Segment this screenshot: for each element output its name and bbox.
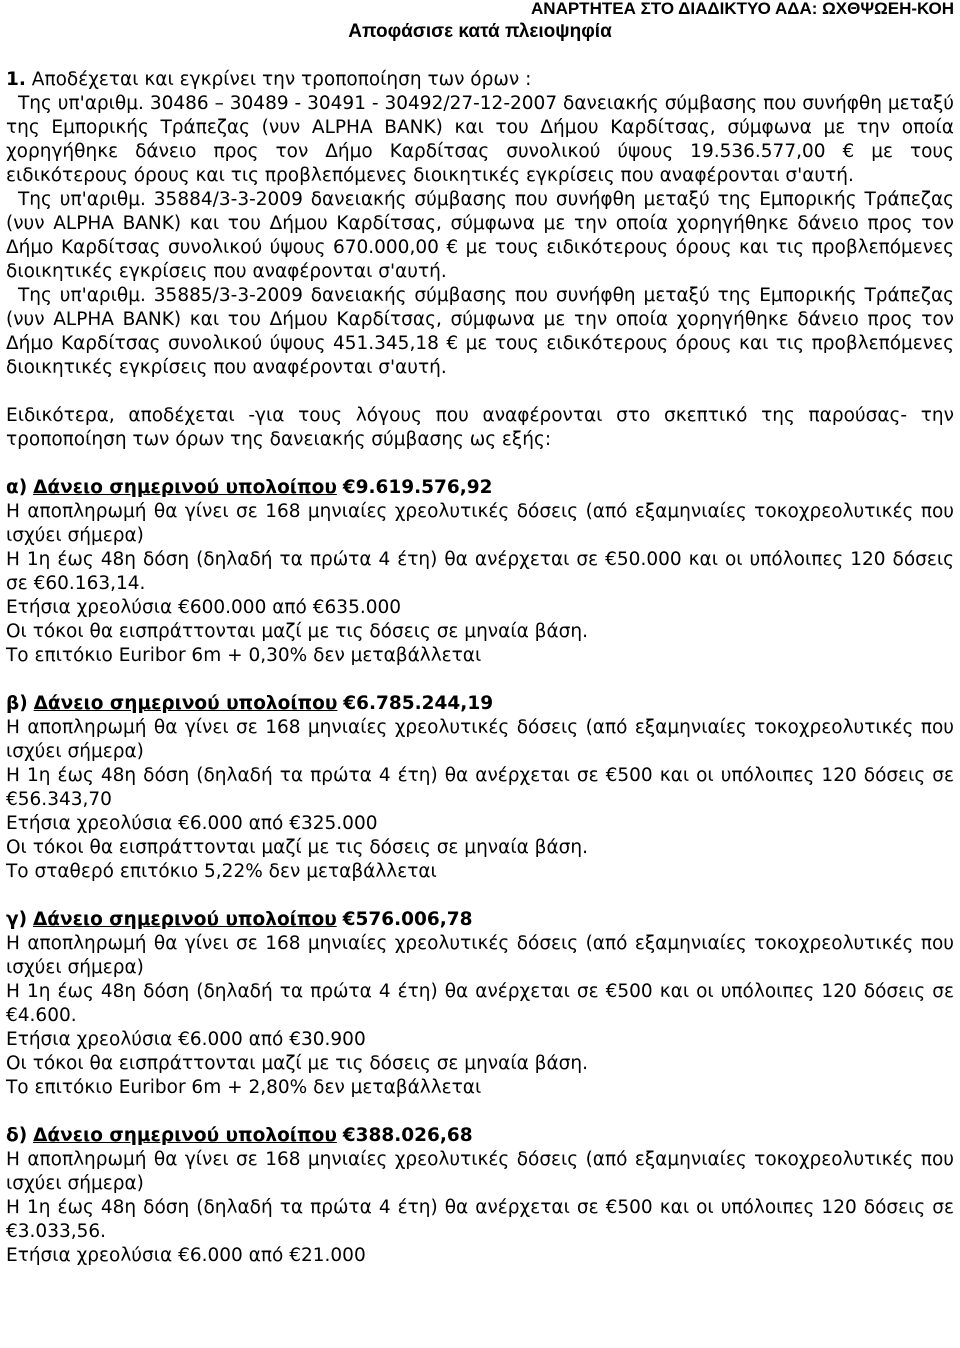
loan-installments: Η 1η έως 48η δόση (δηλαδή τα πρώτα 4 έτη) θα ανέρχεται σε €500 και οι υπόλοιπες 120 δόσεις σε €4.600. [6, 981, 954, 1026]
posting-notice: ΑΝΑΡΤΗΤΕΑ ΣΤΟ ΔΙΑΔΙΚΤΥΟ ΑΔΑ: ΩΧΘΨΩΕΗ-ΚΟΗ [531, 0, 954, 18]
loan-heading-text: Δάνειο σημερινού υπολοίπου [33, 1125, 337, 1146]
loan-balance: €9.619.576,92 [342, 477, 493, 498]
loan-letter: δ) [6, 1125, 28, 1146]
loan-rate: Το σταθερό επιτόκιο 5,22% δεν μεταβάλλεται [6, 861, 437, 882]
loan-rate: Το επιτόκιο Euribor 6m + 2,80% δεν μεταβάλλεται [6, 1077, 482, 1098]
document-body [6, 68, 954, 1268]
loan-annual: Ετήσια χρεολύσια €600.000 από €635.000 [6, 597, 402, 618]
loan-letter: β) [6, 693, 28, 714]
contract-paragraph-2: Της υπ'αριθμ. 35884/3-3-2009 δανειακής σύμβασης που συνήφθη μεταξύ της Εμπορικής Τράπεζας (νυν ALPHA BANK) και του Δήμου Καρδίτσας, σύμφωνα με την οποία χορηγήθηκε δάνειο προς τον Δήμο Καρδίτσας συνολικού ύψους 670.000,00 € με τους ειδικότερους όρους και τις προβλεπόμενες διοικητικές εγκρίσεις που αναφέρονται σ'αυτή. [6, 189, 954, 282]
loan-heading-text: Δάνειο σημερινού υπολοίπου [33, 693, 338, 714]
loan-installments: Η 1η έως 48η δόση (δηλαδή τα πρώτα 4 έτη) θα ανέρχεται σε €50.000 και οι υπόλοιπες 120 δόσεις σε €60.163,14. [6, 549, 954, 594]
contract-paragraph-3: Της υπ'αριθμ. 35885/3-3-2009 δανειακής σύμβασης που συνήφθη μεταξύ της Εμπορικής Τράπεζας (νυν ALPHA BANK) και του Δήμου Καρδίτσας, σύμφωνα με την οποία χορηγήθηκε δάνειο προς τον Δήμο Καρδίτσας συνολικού ύψους 451.345,18 € με τους ειδικότερους όρους και τις προβλεπόμενες διοικητικές εγκρίσεις που αναφέρονται σ'αυτή. [6, 285, 954, 378]
loan-annual: Ετήσια χρεολύσια €6.000 από €21.000 [6, 1245, 366, 1266]
loan-heading-a [6, 476, 954, 500]
spacer [6, 1100, 954, 1124]
loan-installments: Η 1η έως 48η δόση (δηλαδή τα πρώτα 4 έτη) θα ανέρχεται σε €500 και οι υπόλοιπες 120 δόσεις σε €3.033,56. [6, 1197, 954, 1242]
loan-heading-text: Δάνειο σημερινού υπολοίπου [33, 477, 337, 498]
loan-annual: Ετήσια χρεολύσια €6.000 από €325.000 [6, 813, 378, 834]
loan-balance: €388.026,68 [342, 1125, 473, 1146]
loan-balance: €6.785.244,19 [343, 693, 494, 714]
loan-letter: α) [6, 477, 28, 498]
loan-annual: Ετήσια χρεολύσια €6.000 από €30.900 [6, 1029, 366, 1050]
loan-repayment: Η αποπληρωμή θα γίνει σε 168 μηνιαίες χρεολυτικές δόσεις (από εξαμηνιαίες τοκοχρεολυτικές που ισχύει σήμερα) [6, 933, 954, 978]
loan-interest: Οι τόκοι θα εισπράττονται μαζί με τις δόσεις σε μηναία βάση. [6, 837, 588, 858]
loan-heading-text: Δάνειο σημερινού υπολοίπου [32, 909, 337, 930]
item-number: 1. [6, 69, 26, 90]
loan-letter: γ) [6, 909, 28, 930]
loan-heading-b [6, 692, 954, 716]
item-heading [6, 68, 954, 92]
contract-paragraph-1: Της υπ'αριθμ. 30486 – 30489 - 30491 - 30492/27-12-2007 δανειακής σύμβασης που συνήφθη μεταξύ της Εμπορικής Τράπεζας (νυν ALPHA BANK) και του Δήμου Καρδίτσας, σύμφωνα με την οποία χορηγήθηκε δάνειο προς τον Δήμο Καρδίτσας συνολικού ύψους 19.536.577,00 € με τους ειδικότερους όρους και τις προβλεπόμενες διοικητικές εγκρίσεις που αναφέρονται σ'αυτή. [6, 93, 954, 186]
loan-rate: Το επιτόκιο Euribor 6m + 0,30% δεν μεταβάλλεται [6, 645, 482, 666]
loan-heading-d [6, 1124, 954, 1148]
spacer [6, 380, 954, 404]
spacer [6, 884, 954, 908]
loan-repayment: Η αποπληρωμή θα γίνει σε 168 μηνιαίες χρεολυτικές δόσεις (από εξαμηνιαίες τοκοχρεολυτικές που ισχύει σήμερα) [6, 717, 954, 762]
loan-repayment: Η αποπληρωμή θα γίνει σε 168 μηνιαίες χρεολυτικές δόσεις (από εξαμηνιαίες τοκοχρεολυτικές που ισχύει σήμερα) [6, 1149, 954, 1194]
loan-installments: Η 1η έως 48η δόση (δηλαδή τα πρώτα 4 έτη) θα ανέρχεται σε €500 και οι υπόλοιπες 120 δόσεις σε €56.343,70 [6, 765, 954, 810]
spacer [6, 668, 954, 692]
spacer [6, 452, 954, 476]
loan-heading-c [6, 908, 954, 932]
loan-balance: €576.006,78 [342, 909, 473, 930]
decision-type: Αποφάσισε κατά πλειοψηφία [348, 21, 612, 42]
specifically-paragraph: Ειδικότερα, αποδέχεται -για τους λόγους που αναφέρονται στο σκεπτικό της παρούσας- την τροποποίηση των όρων της δανειακής σύμβασης ως εξής: [6, 405, 954, 450]
item-text: Αποδέχεται και εγκρίνει την τροποποίηση των όρων : [31, 69, 532, 90]
loan-repayment: Η αποπληρωμή θα γίνει σε 168 μηνιαίες χρεολυτικές δόσεις (από εξαμηνιαίες τοκοχρεολυτικές που ισχύει σήμερα) [6, 501, 954, 546]
loan-interest: Οι τόκοι θα εισπράττονται μαζί με τις δόσεις σε μηναία βάση. [6, 1053, 588, 1074]
loan-interest: Οι τόκοι θα εισπράττονται μαζί με τις δόσεις σε μηναία βάση. [6, 621, 588, 642]
